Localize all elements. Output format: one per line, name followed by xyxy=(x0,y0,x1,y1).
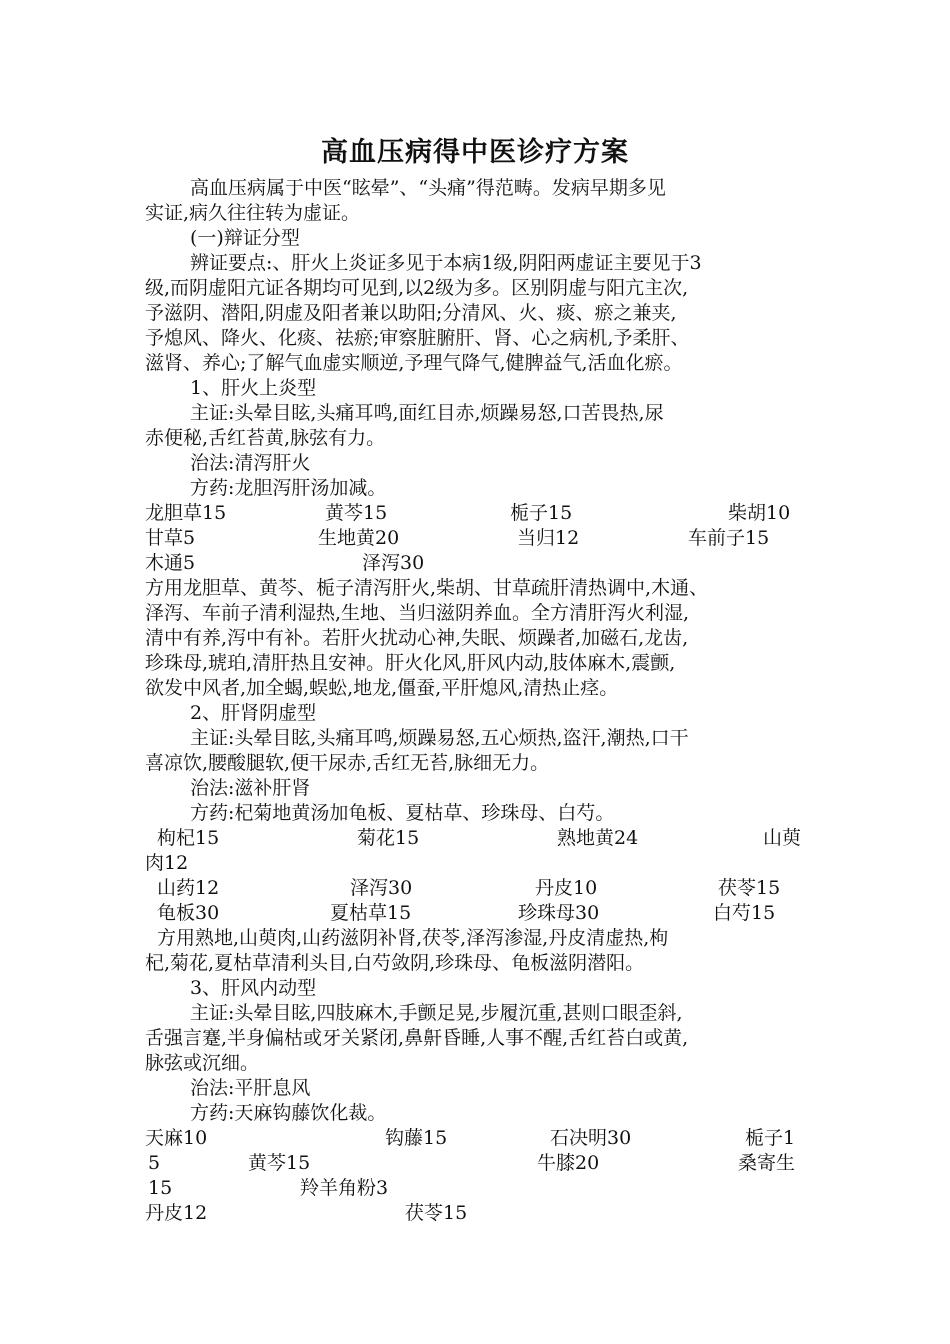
explanation-line: 清中有养,泻中有补。若肝火扰动心神,失眠、烦躁者,加磁石,龙齿, xyxy=(145,627,689,649)
prescription-line: 方药:杞菊地黄汤加龟板、夏枯草、珍珠母、白芍。 xyxy=(190,802,615,824)
symptoms-line: 喜凉饮,腰酸腿软,便干尿赤,舌红无苔,脉细无力。 xyxy=(145,752,550,774)
herb-item: 牛膝20 xyxy=(537,1152,600,1174)
herb-item: 夏枯草15 xyxy=(330,902,412,924)
herb-item: 石决明30 xyxy=(550,1127,632,1149)
explanation-line: 欲发中风者,加全蝎,蜈蚣,地龙,僵蚕,平肝熄风,清热止痉。 xyxy=(145,677,619,699)
treatment-line: 治法:滋补肝肾 xyxy=(190,777,311,799)
explanation-line: 珍珠母,琥珀,清肝热且安神。肝火化风,肝风内动,肢体麻木,震颤, xyxy=(145,652,676,674)
treatment-line: 治法:平肝息风 xyxy=(190,1077,311,1099)
herb-item: 钩藤15 xyxy=(385,1127,448,1149)
treatment-line: 治法:清泻肝火 xyxy=(190,452,311,474)
herb-item: 丹皮12 xyxy=(145,1202,208,1224)
herb-item: 栀子15 xyxy=(510,502,573,524)
herb-item: 黄芩15 xyxy=(325,502,388,524)
herb-item: 丹皮10 xyxy=(535,877,598,899)
intro-line: 实证,病久往往转为虚证。 xyxy=(145,202,361,224)
herb-item: 生地黄20 xyxy=(318,527,400,549)
herb-item: 车前子15 xyxy=(688,527,770,549)
symptoms-line: 舌强言蹇,半身偏枯或牙关紧闭,鼻鼾昏睡,人事不醒,舌红苔白或黄, xyxy=(145,1027,689,1049)
herb-item: 茯苓15 xyxy=(405,1202,468,1224)
herb-item: 山药12 xyxy=(157,877,220,899)
herb-item: 15 xyxy=(148,1177,173,1199)
herb-item: 龟板30 xyxy=(157,902,220,924)
herb-item: 龙胆草15 xyxy=(145,502,227,524)
explanation-line: 泽泻、车前子清利湿热,生地、当归滋阴养血。全方清肝泻火利湿, xyxy=(145,602,690,624)
intro-line: 高血压病属于中医“眩晕”、“头痛”得范畴。发病早期多见 xyxy=(190,177,666,199)
herb-item: 桑寄生 xyxy=(738,1152,796,1174)
herb-item: 白芍15 xyxy=(713,902,776,924)
explanation-line: 杞,菊花,夏枯草清利头目,白芍敛阴,珍珠母、龟板滋阴潜阳。 xyxy=(145,952,645,974)
herb-item: 当归12 xyxy=(517,527,580,549)
explanation-line: 方用龙胆草、黄芩、栀子清泻肝火,柴胡、甘草疏肝清热调中,木通、 xyxy=(145,577,709,599)
key-points-line: 辨证要点:、肝火上炎证多见于本病1级,阴阳两虚证主要见于3 xyxy=(190,252,702,274)
herb-item: 柴胡10 xyxy=(728,502,791,524)
herb-item: 泽泻30 xyxy=(350,877,413,899)
symptoms-line: 脉弦或沉细。 xyxy=(145,1052,260,1074)
symptoms-line: 主证:头晕目眩,头痛耳鸣,烦躁易怒,五心烦热,盗汗,潮热,口干 xyxy=(190,727,689,749)
herb-item: 山萸 xyxy=(763,827,802,849)
herb-item: 菊花15 xyxy=(357,827,420,849)
type-heading: 2、肝肾阴虚型 xyxy=(190,702,317,724)
prescription-line: 方药:龙胆泻肝汤加减。 xyxy=(190,477,387,499)
herb-item: 甘草5 xyxy=(145,527,196,549)
prescription-line: 方药:天麻钩藤饮化裁。 xyxy=(190,1102,387,1124)
herb-item: 天麻10 xyxy=(145,1127,208,1149)
key-points-line: 滋肾、养心;了解气血虚实顺逆,予理气降气,健脾益气,活血化瘀。 xyxy=(145,352,683,374)
document-title: 高血压病得中医诊疗方案 xyxy=(321,137,629,168)
herb-item: 木通5 xyxy=(145,552,196,574)
explanation-line: 方用熟地,山萸肉,山药滋阴补肾,茯苓,泽泻渗湿,丹皮清虚热,枸 xyxy=(157,927,669,949)
herb-item: 泽泻30 xyxy=(362,552,425,574)
herb-item: 熟地黄24 xyxy=(557,827,639,849)
section-heading: (一)辩证分型 xyxy=(190,227,300,249)
type-heading: 3、肝风内动型 xyxy=(190,977,317,999)
herb-item: 黄芩15 xyxy=(248,1152,311,1174)
symptoms-line: 主证:头晕目眩,四肢麻木,手颤足晃,步履沉重,甚则口眼歪斜, xyxy=(190,1002,683,1024)
herb-item: 羚羊角粉3 xyxy=(300,1177,389,1199)
symptoms-line: 主证:头晕目眩,头痛耳鸣,面红目赤,烦躁易怒,口苦畏热,尿 xyxy=(190,402,664,424)
key-points-line: 予滋阴、潜阳,阴虚及阳者兼以助阳;分清风、火、痰、瘀之兼夹, xyxy=(145,302,677,324)
key-points-line: 级,而阴虚阳亢证各期均可见到,以2级为多。区别阴虚与阳亢主次, xyxy=(145,277,689,299)
herb-item: 茯苓15 xyxy=(718,877,781,899)
herb-item: 珍珠母30 xyxy=(518,902,600,924)
key-points-line: 予熄风、降火、化痰、祛瘀;审察脏腑肝、肾、心之病机,予柔肝、 xyxy=(145,327,690,349)
type-heading: 1、肝火上炎型 xyxy=(190,377,317,399)
herb-item: 5 xyxy=(148,1152,161,1174)
symptoms-line: 赤便秘,舌红苔黄,脉弦有力。 xyxy=(145,427,386,449)
herb-item: 枸杞15 xyxy=(157,827,220,849)
herb-item: 肉12 xyxy=(145,852,189,874)
herb-item: 栀子1 xyxy=(745,1127,796,1149)
